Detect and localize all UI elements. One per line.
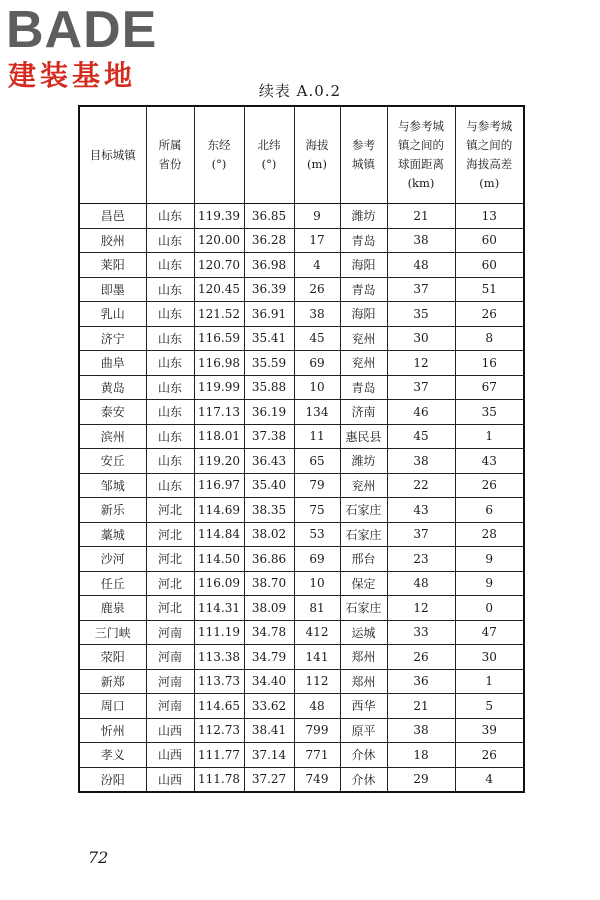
header-target-city [79,106,146,204]
cell-distance: 37 [387,522,455,547]
cell-longitude: 114.65 [194,694,244,719]
cell-elevation: 69 [294,351,340,376]
table-row [79,375,524,400]
table-row [79,743,524,768]
cell-province: 山东 [146,449,194,474]
cell-elevation: 11 [294,424,340,449]
cell-elevation-diff: 16 [455,351,524,376]
table-row [79,253,524,278]
cell-reference-city: 兖州 [340,351,387,376]
cell-target-city: 即墨 [79,277,146,302]
header-line: (°) [261,157,277,171]
cell-elevation: 65 [294,449,340,474]
cell-latitude: 36.19 [244,400,294,425]
cell-distance: 30 [387,326,455,351]
cell-elevation: 48 [294,694,340,719]
cell-latitude: 35.40 [244,473,294,498]
cell-latitude: 37.27 [244,767,294,792]
cell-distance: 33 [387,620,455,645]
cell-target-city: 鹿泉 [79,596,146,621]
table-row [79,228,524,253]
cell-reference-city: 介休 [340,743,387,768]
cell-longitude: 111.77 [194,743,244,768]
table-row [79,326,524,351]
cell-target-city: 荥阳 [79,645,146,670]
cell-longitude: 120.70 [194,253,244,278]
cell-longitude: 114.69 [194,498,244,523]
logo-subtitle: 建装基地 [8,59,137,92]
cell-target-city: 黄岛 [79,375,146,400]
cell-reference-city: 西华 [340,694,387,719]
cell-target-city: 孝义 [79,743,146,768]
header-line: 省份 [158,157,182,171]
cell-province: 河南 [146,694,194,719]
table-row [79,302,524,327]
cell-reference-city: 邢台 [340,547,387,572]
cell-distance: 43 [387,498,455,523]
cell-elevation-diff: 1 [455,424,524,449]
cell-elevation-diff: 60 [455,228,524,253]
cell-distance: 23 [387,547,455,572]
cell-elevation: 771 [294,743,340,768]
cell-latitude: 36.86 [244,547,294,572]
cell-province: 山东 [146,473,194,498]
cell-longitude: 111.78 [194,767,244,792]
cell-longitude: 119.99 [194,375,244,400]
cell-province: 山东 [146,277,194,302]
cell-elevation: 134 [294,400,340,425]
cell-reference-city: 兖州 [340,326,387,351]
cell-reference-city: 青岛 [340,375,387,400]
cell-province: 山东 [146,204,194,229]
cell-distance: 48 [387,253,455,278]
cell-reference-city: 保定 [340,571,387,596]
table-header-row [79,106,524,204]
header-province [146,106,194,204]
cell-latitude: 36.28 [244,228,294,253]
cell-latitude: 38.02 [244,522,294,547]
table-row [79,620,524,645]
header-line: 城镇 [352,157,375,171]
cell-longitude: 113.73 [194,669,244,694]
header-elevation-diff [455,106,524,204]
cell-elevation-diff: 26 [455,473,524,498]
header-line: 目标城镇 [89,147,136,162]
cell-reference-city: 海阳 [340,302,387,327]
table-row [79,645,524,670]
cell-latitude: 35.41 [244,326,294,351]
cell-distance: 48 [387,571,455,596]
header-line: (m) [479,176,500,190]
cell-reference-city: 郑州 [340,669,387,694]
logo-wordmark: BADE [6,1,158,59]
cell-distance: 38 [387,228,455,253]
table-row [79,767,524,792]
cell-province: 河北 [146,596,194,621]
cell-elevation: 75 [294,498,340,523]
cell-province: 河北 [146,522,194,547]
cell-reference-city: 运城 [340,620,387,645]
cell-elevation-diff: 0 [455,596,524,621]
cell-province: 山东 [146,375,194,400]
header-line: 与参考城 [398,119,444,133]
cell-distance: 38 [387,718,455,743]
table-row [79,204,524,229]
cell-distance: 22 [387,473,455,498]
cell-target-city: 新乐 [79,498,146,523]
cell-elevation-diff: 26 [455,743,524,768]
header-latitude [244,106,294,204]
cell-elevation-diff: 5 [455,694,524,719]
table-row [79,277,524,302]
cell-longitude: 114.31 [194,596,244,621]
cell-elevation-diff: 4 [455,767,524,792]
table-row [79,351,524,376]
cell-province: 山东 [146,326,194,351]
cell-elevation-diff: 1 [455,669,524,694]
cell-distance: 37 [387,277,455,302]
cell-elevation: 10 [294,571,340,596]
table-row [79,400,524,425]
cell-target-city: 滨州 [79,424,146,449]
cell-distance: 18 [387,743,455,768]
cell-province: 河南 [146,620,194,645]
cell-elevation-diff: 67 [455,375,524,400]
cell-distance: 35 [387,302,455,327]
cell-latitude: 34.40 [244,669,294,694]
cell-elevation-diff: 51 [455,277,524,302]
cell-target-city: 泰安 [79,400,146,425]
cell-reference-city: 惠民县 [340,424,387,449]
cell-elevation: 412 [294,620,340,645]
cell-latitude: 35.88 [244,375,294,400]
header-longitude [194,106,244,204]
table-caption: 续表 A.0.2 [258,82,342,100]
cell-longitude: 116.09 [194,571,244,596]
table-row [79,498,524,523]
cell-elevation-diff: 26 [455,302,524,327]
cell-latitude: 37.38 [244,424,294,449]
cell-latitude: 33.62 [244,694,294,719]
cell-distance: 38 [387,449,455,474]
cell-elevation: 81 [294,596,340,621]
cell-elevation: 112 [294,669,340,694]
cell-elevation-diff: 13 [455,204,524,229]
cell-elevation-diff: 39 [455,718,524,743]
cell-elevation-diff: 6 [455,498,524,523]
cell-elevation: 45 [294,326,340,351]
cell-distance: 26 [387,645,455,670]
cell-target-city: 昌邑 [79,204,146,229]
cell-longitude: 116.98 [194,351,244,376]
cell-target-city: 汾阳 [79,767,146,792]
cell-elevation-diff: 35 [455,400,524,425]
cell-reference-city: 潍坊 [340,204,387,229]
cell-reference-city: 石家庄 [340,596,387,621]
cell-elevation: 26 [294,277,340,302]
cell-elevation: 38 [294,302,340,327]
cell-elevation-diff: 28 [455,522,524,547]
cell-province: 山东 [146,400,194,425]
cell-elevation: 141 [294,645,340,670]
header-line: 海拔高差 [466,157,513,171]
cell-latitude: 34.79 [244,645,294,670]
cell-distance: 12 [387,351,455,376]
header-line: 镇之间的 [466,138,513,152]
cell-elevation-diff: 47 [455,620,524,645]
cell-province: 山东 [146,351,194,376]
header-line: (km) [407,176,435,190]
cell-longitude: 116.97 [194,473,244,498]
table-row [79,694,524,719]
cell-longitude: 121.52 [194,302,244,327]
cell-longitude: 114.84 [194,522,244,547]
cell-province: 山东 [146,228,194,253]
table-row [79,571,524,596]
cell-reference-city: 青岛 [340,277,387,302]
cell-longitude: 117.13 [194,400,244,425]
cell-elevation-diff: 9 [455,571,524,596]
cell-province: 河北 [146,571,194,596]
cell-latitude: 36.43 [244,449,294,474]
cell-province: 河南 [146,645,194,670]
cell-distance: 29 [387,767,455,792]
cell-province: 河南 [146,669,194,694]
cell-reference-city: 济南 [340,400,387,425]
cell-distance: 36 [387,669,455,694]
header-line: 海拔 [305,138,329,152]
cell-longitude: 120.45 [194,277,244,302]
cell-distance: 21 [387,204,455,229]
cell-elevation-diff: 9 [455,547,524,572]
cell-distance: 12 [387,596,455,621]
cell-target-city: 任丘 [79,571,146,596]
cell-latitude: 38.09 [244,596,294,621]
header-line: 镇之间的 [398,138,444,152]
cell-elevation: 79 [294,473,340,498]
table-row [79,522,524,547]
cell-elevation-diff: 60 [455,253,524,278]
cell-province: 山东 [146,253,194,278]
cell-reference-city: 石家庄 [340,498,387,523]
cell-target-city: 济宁 [79,326,146,351]
table-row [79,669,524,694]
cell-target-city: 邹城 [79,473,146,498]
cell-elevation-diff: 30 [455,645,524,670]
city-reference-table [78,105,525,793]
header-line: 参考 [352,138,375,152]
cell-reference-city: 郑州 [340,645,387,670]
cell-longitude: 114.50 [194,547,244,572]
header-line: 与参考城 [466,119,513,133]
cell-target-city: 忻州 [79,718,146,743]
cell-elevation: 799 [294,718,340,743]
cell-latitude: 36.91 [244,302,294,327]
cell-longitude: 119.39 [194,204,244,229]
cell-longitude: 119.20 [194,449,244,474]
cell-elevation: 69 [294,547,340,572]
cell-latitude: 38.41 [244,718,294,743]
cell-target-city: 安丘 [79,449,146,474]
cell-latitude: 38.70 [244,571,294,596]
cell-latitude: 34.78 [244,620,294,645]
cell-elevation-diff: 43 [455,449,524,474]
cell-reference-city: 介休 [340,767,387,792]
cell-elevation: 9 [294,204,340,229]
cell-longitude: 111.19 [194,620,244,645]
cell-distance: 45 [387,424,455,449]
table-row [79,424,524,449]
cell-target-city: 新郑 [79,669,146,694]
header-reference-city [340,106,387,204]
header-line: 东经 [207,138,231,152]
cell-reference-city: 原平 [340,718,387,743]
cell-latitude: 36.39 [244,277,294,302]
cell-target-city: 藁城 [79,522,146,547]
cell-elevation-diff: 8 [455,326,524,351]
cell-reference-city: 兖州 [340,473,387,498]
table-row [79,718,524,743]
cell-province: 山东 [146,424,194,449]
cell-target-city: 胶州 [79,228,146,253]
page-number: 72 [88,848,109,867]
cell-elevation: 749 [294,767,340,792]
cell-longitude: 116.59 [194,326,244,351]
cell-distance: 46 [387,400,455,425]
cell-latitude: 36.98 [244,253,294,278]
cell-province: 山东 [146,302,194,327]
header-distance [387,106,455,204]
cell-province: 山西 [146,767,194,792]
table-row [79,449,524,474]
cell-latitude: 36.85 [244,204,294,229]
cell-province: 山西 [146,743,194,768]
cell-target-city: 沙河 [79,547,146,572]
cell-latitude: 37.14 [244,743,294,768]
table-row [79,473,524,498]
header-line: 球面距离 [398,157,444,171]
cell-reference-city: 石家庄 [340,522,387,547]
cell-province: 山西 [146,718,194,743]
cell-longitude: 113.38 [194,645,244,670]
table-body [79,204,524,793]
cell-reference-city: 潍坊 [340,449,387,474]
header-line: 所属 [158,138,182,152]
header-elevation [294,106,340,204]
cell-reference-city: 青岛 [340,228,387,253]
cell-distance: 21 [387,694,455,719]
cell-target-city: 三门峡 [79,620,146,645]
cell-elevation: 10 [294,375,340,400]
cell-longitude: 120.00 [194,228,244,253]
header-line: (m) [307,157,327,171]
cell-target-city: 周口 [79,694,146,719]
cell-latitude: 35.59 [244,351,294,376]
table-row [79,596,524,621]
cell-target-city: 莱阳 [79,253,146,278]
cell-province: 河北 [146,498,194,523]
cell-target-city: 曲阜 [79,351,146,376]
cell-distance: 37 [387,375,455,400]
cell-elevation: 53 [294,522,340,547]
cell-target-city: 乳山 [79,302,146,327]
cell-longitude: 118.01 [194,424,244,449]
cell-latitude: 38.35 [244,498,294,523]
header-line: 北纬 [257,138,281,152]
header-line: (°) [211,157,227,171]
cell-longitude: 112.73 [194,718,244,743]
cell-elevation: 17 [294,228,340,253]
table-row [79,547,524,572]
cell-province: 河北 [146,547,194,572]
cell-elevation: 4 [294,253,340,278]
cell-reference-city: 海阳 [340,253,387,278]
